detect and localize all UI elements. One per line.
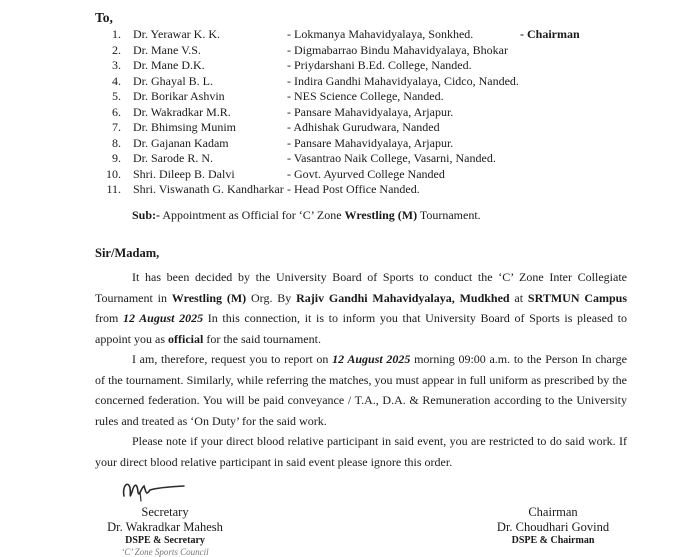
subject-line bbox=[132, 208, 481, 223]
recipient-name: Dr. Gajanan Kadam bbox=[133, 135, 229, 150]
recipient-institution: - Head Post Office Nanded. bbox=[287, 182, 420, 196]
chairman-signature-block bbox=[468, 505, 638, 547]
recipient-number: 9. bbox=[112, 151, 121, 165]
para1-text-2: Org. By bbox=[246, 290, 297, 305]
para1-bold-1: Wrestling (M) bbox=[171, 290, 247, 305]
recipient-row bbox=[0, 120, 690, 135]
secretary-council-line: ‘C’ Zone Sports Council bbox=[121, 547, 209, 557]
recipient-row bbox=[0, 58, 690, 73]
chairman-designation: DSPE & Chairman bbox=[511, 535, 595, 546]
recipient-number: 5. bbox=[112, 89, 121, 103]
recipient-name: Dr. Ghayal B. L. bbox=[133, 73, 213, 88]
recipient-institution: - Digmabarrao Bindu Mahavidyalaya, Bhokar bbox=[287, 42, 508, 57]
recipient-number: 4. bbox=[112, 73, 121, 88]
recipient-institution: - Lokmanya Mahavidyalaya, Sonkhed. bbox=[287, 27, 474, 41]
para2-date: 12 August 2025 bbox=[332, 352, 411, 366]
recipient-name: Dr. Borikar Ashvin bbox=[133, 89, 225, 103]
recipient-row bbox=[0, 27, 690, 42]
recipient-row bbox=[0, 105, 690, 120]
recipient-number: 11. bbox=[106, 182, 121, 196]
para2-text-2: morning 09:00 a.m. to the Person In charge of the tournament. Similarly, while referring the matches, you must appear in full uniform as prescribed by the concerned federation. You will be paid conveyance / T.A., D.A. & Remuneration according to the University rules and treated as ‘On Duty’ for the said work. bbox=[95, 352, 627, 428]
recipient-name: Dr. Mane D.K. bbox=[133, 58, 205, 72]
para1-text-6: for the said tournament. bbox=[203, 331, 321, 346]
para2-text-1: I am, therefore, request you to report on bbox=[132, 352, 333, 366]
paragraph-2 bbox=[95, 349, 627, 431]
recipient-number: 3. bbox=[112, 58, 121, 72]
paragraph-3 bbox=[95, 431, 627, 472]
recipient-institution: - Indira Gandhi Mahavidyalaya, Cidco, Nanded. bbox=[287, 73, 519, 88]
recipient-number: 1. bbox=[112, 27, 121, 41]
recipient-institution: - NES Science College, Nanded. bbox=[287, 89, 444, 103]
para1-bold-2: Rajiv Gandhi Mahavidyalaya, Mudkhed bbox=[296, 290, 510, 305]
chairman-name: Dr. Choudhari Govind bbox=[496, 520, 610, 534]
secretary-designation: DSPE & Secretary bbox=[125, 535, 205, 546]
secretary-name: Dr. Wakradkar Mahesh bbox=[107, 520, 223, 534]
para1-bold-4: official bbox=[168, 331, 204, 346]
recipient-row bbox=[0, 136, 690, 151]
recipient-name: Dr. Mane V.S. bbox=[133, 42, 201, 57]
recipient-role: - Chairman bbox=[520, 27, 580, 41]
recipient-number: 6. bbox=[112, 104, 121, 119]
recipient-institution: - Priydarshani B.Ed. College, Nanded. bbox=[287, 58, 472, 72]
recipient-row bbox=[0, 167, 690, 182]
recipient-institution: - Adhishak Gurudwara, Nanded bbox=[287, 120, 440, 134]
para1-text-1: It has been decided by the University Board of Sports to conduct the ‘C’ Zone Inter Collegiate Tournament in bbox=[95, 270, 627, 305]
subject-label: Sub:- bbox=[132, 208, 161, 222]
subject-text-before: Appointment as Official for ‘C’ Zone bbox=[160, 208, 345, 222]
recipient-name: Dr. Yerawar K. K. bbox=[133, 27, 220, 41]
signature-mark bbox=[110, 474, 190, 504]
recipient-number: 7. bbox=[112, 120, 121, 134]
recipient-name: Shri. Dileep B. Dalvi bbox=[133, 166, 235, 181]
recipient-row bbox=[0, 43, 690, 58]
recipient-name: Dr. Wakradkar M.R. bbox=[133, 104, 231, 119]
recipient-name: Dr. Sarode R. N. bbox=[133, 151, 213, 165]
recipient-number: 8. bbox=[112, 135, 121, 150]
secretary-signature-block bbox=[95, 505, 235, 557]
chairman-title: Chairman bbox=[528, 505, 578, 519]
recipient-number: 10. bbox=[106, 166, 121, 181]
para3-text: Please note if your direct blood relative participant in said event, you are restricted to do said work. If your direct blood relative participant in said event please ignore this order. bbox=[95, 434, 627, 469]
subject-bold: Wrestling (M) bbox=[344, 208, 418, 222]
recipient-row bbox=[0, 151, 690, 166]
para1-bold-3: SRTMUN Campus bbox=[527, 290, 628, 305]
recipient-number: 2. bbox=[112, 42, 121, 57]
recipient-row bbox=[0, 89, 690, 104]
recipient-institution: - Pansare Mahavidyalaya, Arjapur. bbox=[287, 135, 454, 150]
recipient-row bbox=[0, 182, 690, 197]
subject-text-after: Tournament. bbox=[417, 208, 481, 222]
recipient-row bbox=[0, 74, 690, 89]
recipient-institution: - Vasantrao Naik College, Vasarni, Nanded. bbox=[287, 151, 496, 165]
para1-text-4: from bbox=[95, 311, 123, 325]
salutation: Sir/Madam, bbox=[95, 246, 160, 260]
para1-text-3: at bbox=[509, 290, 528, 305]
recipient-institution: - Govt. Ayurved College Nanded bbox=[287, 166, 445, 181]
para1-text-5: In this connection, it is to inform you that University Board of Sports is pleased to appoint you as bbox=[95, 311, 627, 346]
recipient-name: Dr. Bhimsing Munim bbox=[133, 120, 237, 134]
recipient-name: Shri. Viswanath G. Kandharkar bbox=[133, 182, 284, 196]
to-label: To, bbox=[95, 10, 113, 25]
paragraph-1 bbox=[95, 267, 627, 349]
para1-date: 12 August 2025 bbox=[122, 311, 204, 325]
recipient-institution: - Pansare Mahavidyalaya, Arjapur. bbox=[287, 104, 454, 119]
secretary-title: Secretary bbox=[141, 505, 189, 519]
